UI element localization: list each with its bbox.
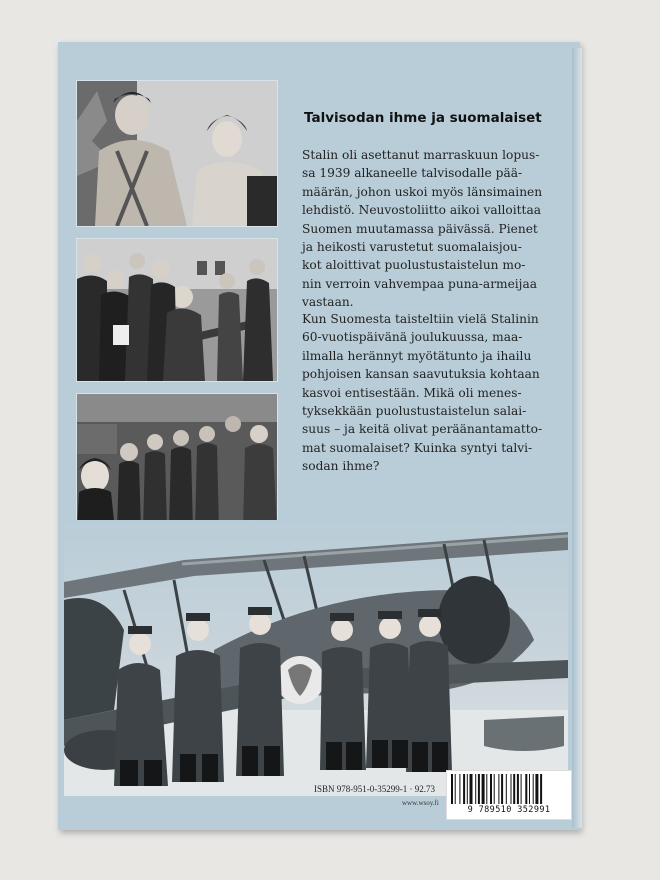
blurb-line: Suomen muutamassa päivässä. Pienet: [302, 221, 538, 236]
back-cover-title: Talvisodan ihme ja suomalaiset: [304, 110, 542, 126]
blurb-paragraph-1: [302, 146, 564, 312]
blurb-line: Stalin oli asettanut marraskuun lopus-: [302, 148, 540, 162]
blurb-line: kot aloittivat puolustustaistelun mo-: [302, 258, 526, 273]
blurb-line: ja heikosti varustetut suomalaisjou-: [302, 240, 522, 255]
barcode-bars: [447, 771, 571, 805]
blurb-line: sodan ihme?: [302, 459, 380, 474]
book-page-edge: [572, 48, 582, 828]
blurb-line: Kun Suomesta taisteltiin vielä Stalinin: [302, 312, 539, 326]
isbn-text: ISBN 978-951-0-35299-1 · 92.73: [314, 784, 435, 794]
publisher-url: www.wsoy.fi: [402, 799, 439, 807]
photo-crowd: [76, 393, 278, 531]
blurb-line: tyksekkään puolustustaistelun salai-: [302, 404, 527, 419]
blurb-line: 60-vuotispäivänä joulukuussa, maa-: [302, 330, 523, 345]
photo-two-soldiers: [76, 80, 278, 227]
blurb-line: sa 1939 alkaneelle talvisodalle pää-: [302, 166, 523, 181]
blurb-line: vastaan.: [302, 295, 354, 310]
blurb-line: kasvoi entisestään. Mikä oli menes-: [302, 385, 522, 400]
blurb-line: määrän, johon uskoi myös länsimainen: [302, 184, 543, 199]
blurb-line: nin verroin vahvempaa puna-armeijaa: [302, 276, 537, 291]
photo-group-meeting: [76, 238, 278, 382]
blurb-line: lehdistö. Neuvostoliitto aikoi valloittaa: [302, 203, 541, 218]
blurb-line: ilmalla herännyt myötätunto ja ihailu: [302, 348, 532, 363]
blurb-paragraph-2: [302, 310, 564, 476]
blurb-line: pohjoisen kansan saavutuksia kohtaan: [302, 367, 540, 382]
barcode-digits: 9 789510 352991: [448, 805, 570, 815]
blurb-line: suus – ja keitä olivat peräänantamatto-: [302, 422, 543, 437]
blurb-line: mat suomalaiset? Kuinka syntyi talvi-: [302, 440, 533, 455]
photo-pilots-biplane: [64, 520, 568, 796]
